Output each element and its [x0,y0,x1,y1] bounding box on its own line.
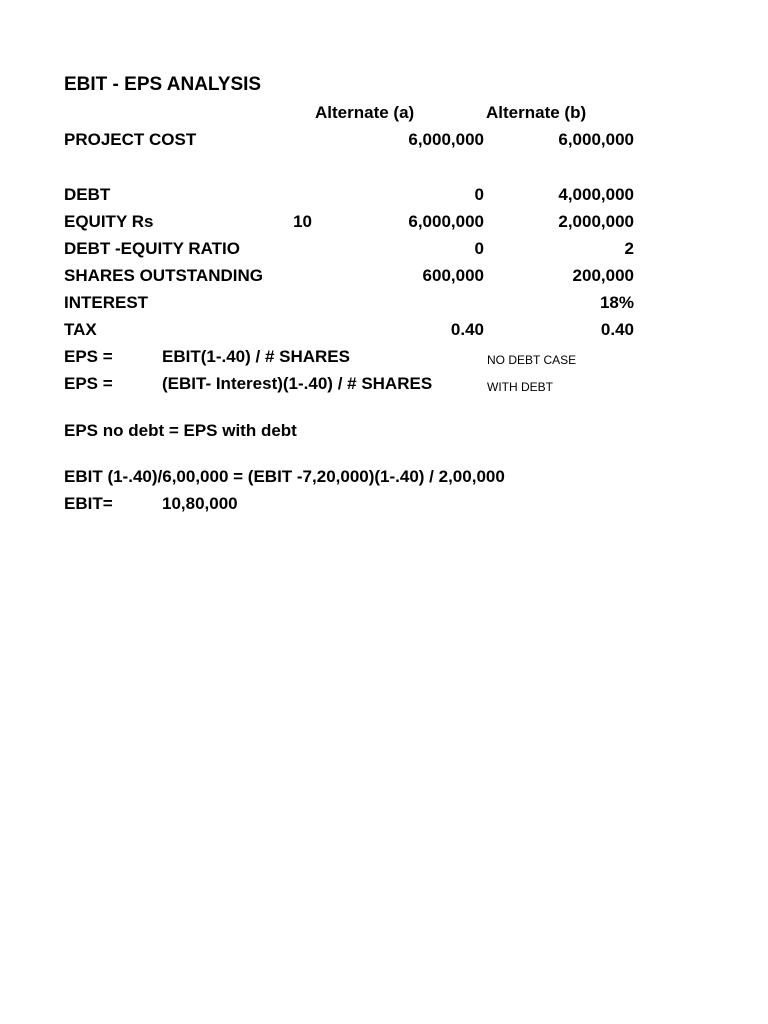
interest-label: INTEREST [64,293,149,312]
debt-a: 0 [474,185,484,204]
header-alternate-a: Alternate (a) [315,103,415,122]
eps-equality-statement: EPS no debt = EPS with debt [64,421,297,440]
project-cost-a: 6,000,000 [408,130,484,149]
breakeven-equation: EBIT (1-.40)/6,00,000 = (EBIT -7,20,000)(1-.40) / 2,00,000 [64,467,505,486]
eps-no-debt-formula: EBIT(1-.40) / # SHARES [162,347,350,366]
equity-label: EQUITY Rs [64,212,154,231]
ebit-result-label: EBIT= [64,494,113,513]
project-cost-b: 6,000,000 [558,130,634,149]
shares-a: 600,000 [422,266,484,285]
eps-with-debt-formula: (EBIT- Interest)(1-.40) / # SHARES [162,374,433,393]
shares-label: SHARES OUTSTANDING [64,266,263,285]
project-cost-label: PROJECT COST [64,130,197,149]
shares-b: 200,000 [572,266,634,285]
equity-a: 6,000,000 [408,212,484,231]
page-title: EBIT - EPS ANALYSIS [64,74,262,95]
de-ratio-b: 2 [624,239,634,258]
eps-no-debt-note: NO DEBT CASE [487,353,577,367]
de-ratio-a: 0 [474,239,484,258]
interest-b: 18% [599,293,634,312]
eps-no-debt-label: EPS = [64,347,113,366]
equity-par-value: 10 [293,212,312,231]
de-ratio-label: DEBT -EQUITY RATIO [64,239,240,258]
tax-a: 0.40 [450,320,484,339]
equity-b: 2,000,000 [558,212,634,231]
header-alternate-b: Alternate (b) [486,103,587,122]
debt-b: 4,000,000 [558,185,634,204]
tax-b: 0.40 [600,320,634,339]
tax-label: TAX [64,320,97,339]
eps-with-debt-label: EPS = [64,374,113,393]
ebit-result-value: 10,80,000 [162,494,238,513]
eps-with-debt-note: WITH DEBT [487,380,553,394]
debt-label: DEBT [64,185,111,204]
